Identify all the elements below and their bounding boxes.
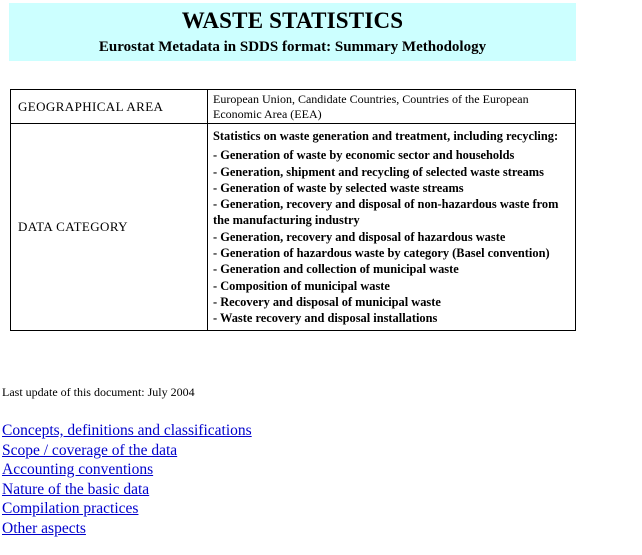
link-compilation[interactable]: Compilation practices xyxy=(2,500,139,517)
link-concepts[interactable]: Concepts, definitions and classifications xyxy=(2,422,252,439)
table-row-data-category xyxy=(11,124,576,331)
category-intro: Statistics on waste generation and treatment, including recycling: xyxy=(213,129,559,143)
page-subtitle: Eurostat Metadata in SDDS format: Summary Methodology xyxy=(98,39,487,55)
geo-label: GEOGRAPHICAL AREA xyxy=(11,90,208,124)
category-label: DATA CATEGORY xyxy=(11,124,208,331)
table-row-geographical-area xyxy=(11,90,576,124)
list-item: - Composition of municipal waste xyxy=(213,278,571,294)
list-item: - Generation, recovery and disposal of hazardous waste xyxy=(213,229,571,245)
list-item: - Waste recovery and disposal installations xyxy=(213,310,571,326)
page-title: WASTE STATISTICS xyxy=(181,8,404,33)
list-item: - Generation of hazardous waste by category (Basel convention) xyxy=(213,245,571,261)
last-update-note: Last update of this document: July 2004 xyxy=(2,385,195,399)
list-item: - Recovery and disposal of municipal waste xyxy=(213,294,571,310)
header-banner xyxy=(9,3,576,61)
link-accounting[interactable]: Accounting conventions xyxy=(2,461,154,478)
list-item: - Generation, shipment and recycling of selected waste streams xyxy=(213,164,571,180)
category-list xyxy=(213,147,571,326)
category-value xyxy=(208,124,576,331)
list-item: - Generation and collection of municipal waste xyxy=(213,261,571,277)
geo-value: European Union, Candidate Countries, Countries of the European Economic Area (EEA) xyxy=(208,90,576,124)
link-nature[interactable]: Nature of the basic data xyxy=(2,480,150,498)
list-item: - Generation of waste by selected waste streams xyxy=(213,180,571,196)
link-other[interactable]: Other aspects xyxy=(2,519,86,537)
list-item: - Generation, recovery and disposal of non-hazardous waste from the manufacturing industry xyxy=(213,196,571,229)
section-links xyxy=(2,421,252,538)
link-scope[interactable]: Scope / coverage of the data xyxy=(2,441,178,459)
list-item: - Generation of waste by economic sector and households xyxy=(213,147,571,163)
metadata-table xyxy=(10,89,576,331)
